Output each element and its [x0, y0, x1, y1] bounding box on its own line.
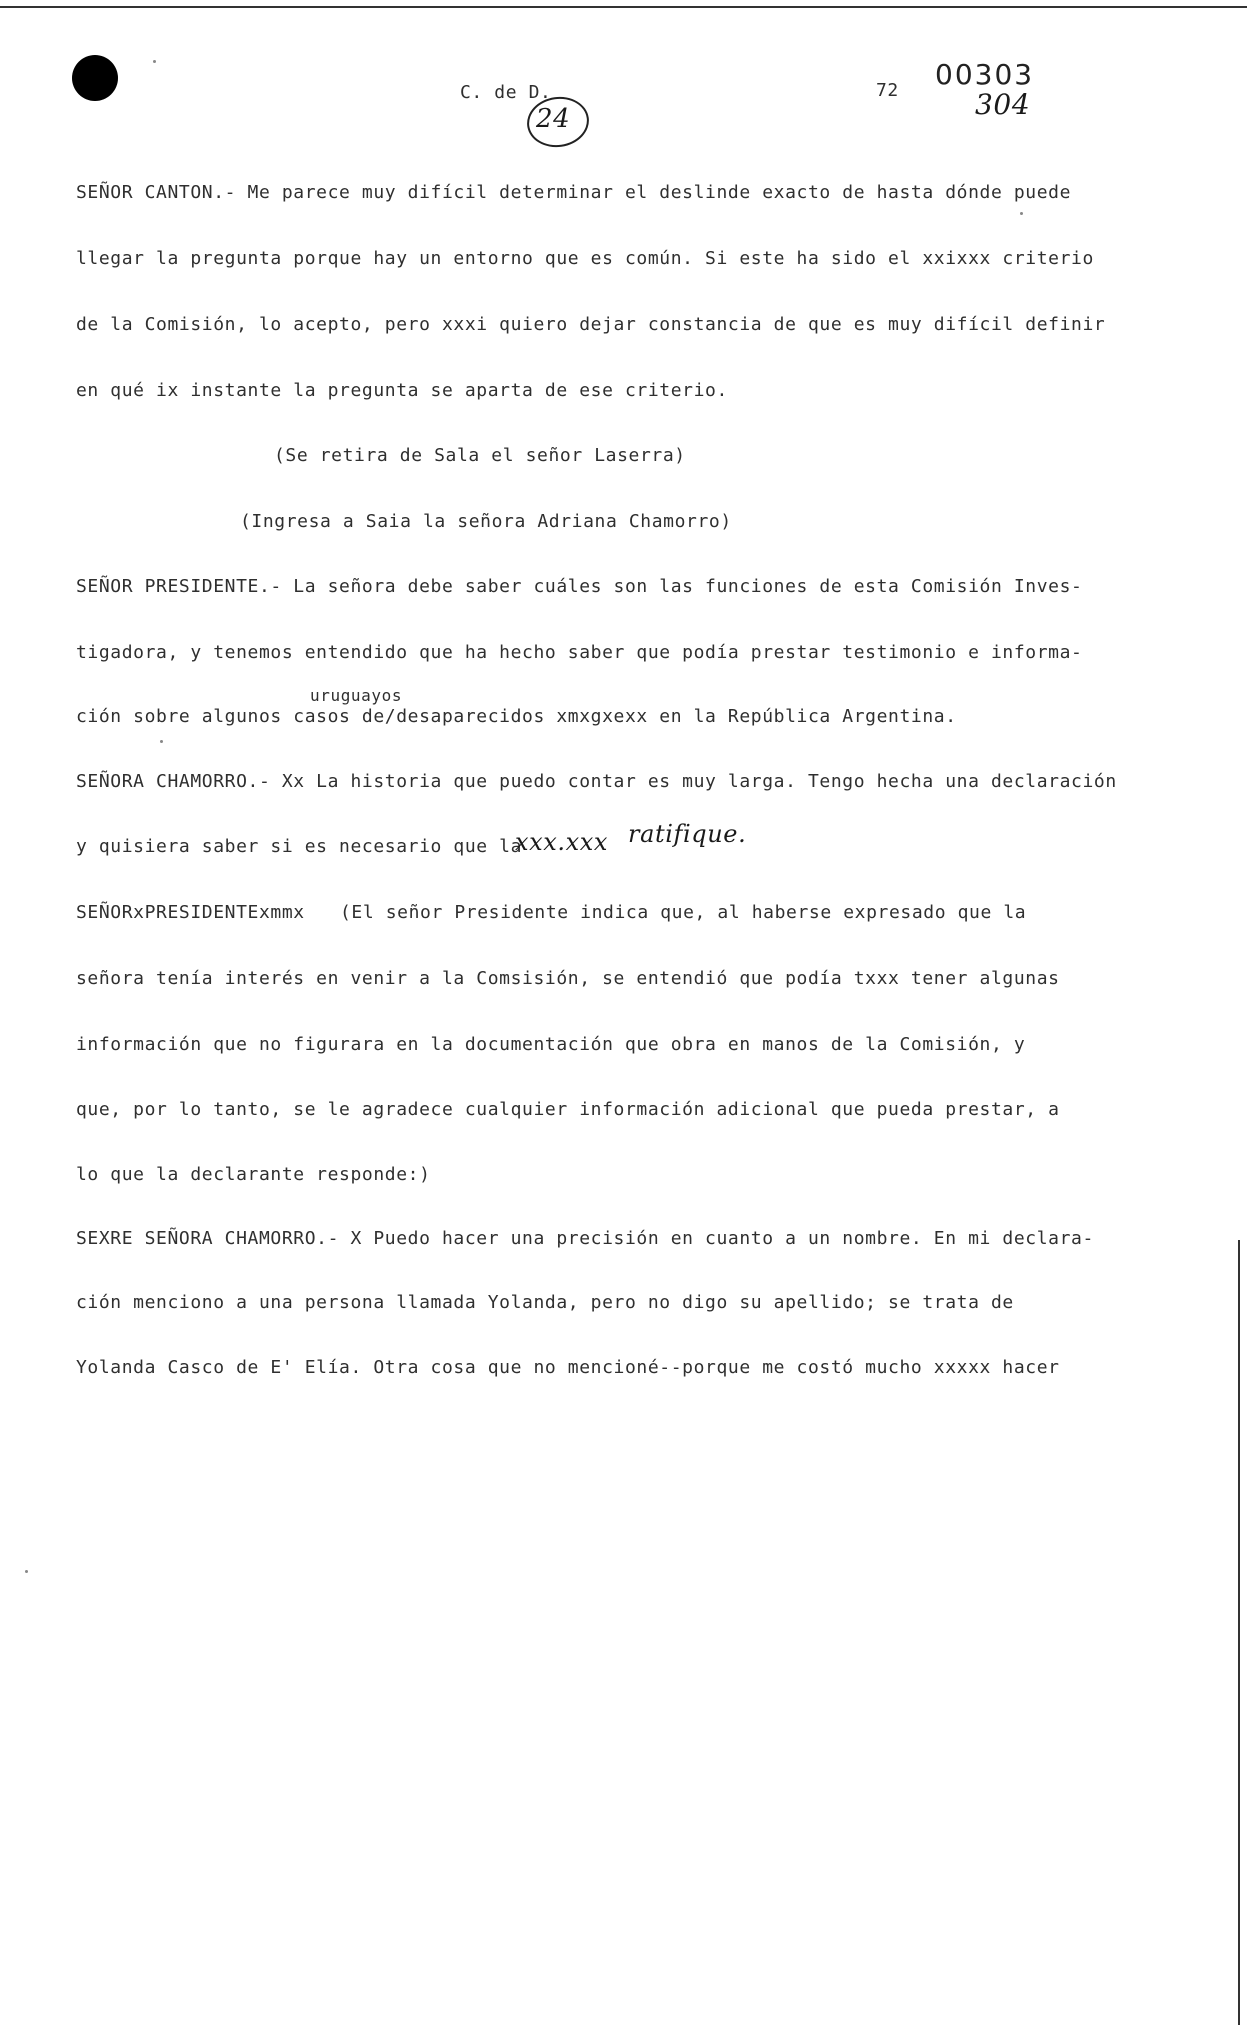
chamber-label: C. de D.	[460, 82, 552, 103]
text-line: información que no figurara en la documentación que obra en manos de la Comisión, y	[76, 1034, 1026, 1055]
text-line: que, por lo tanto, se le agradece cualquier información adicional que pueda prestar, a	[76, 1099, 1060, 1120]
speck	[25, 1570, 28, 1573]
text-line: de la Comisión, lo acepto, pero xxxi quiero dejar constancia de que es muy difícil definir	[76, 314, 1106, 335]
text-line: señora tenía interés en venir a la Comsisión, se entendió que podía txxx tener algunas	[76, 968, 1060, 989]
stage-direction: (Ingresa a Saia la señora Adriana Chamorro)	[240, 511, 732, 532]
speck	[160, 740, 163, 743]
text-line: SEÑORA CHAMORRO.- Xx La historia que puedo contar es muy larga. Tengo hecha una declaración	[76, 771, 1117, 792]
page-number: 72	[876, 80, 899, 101]
stage-direction: (Se retira de Sala el señor Laserra)	[274, 445, 686, 466]
text-line: llegar la pregunta porque hay un entorno que es común. Si este ha sido el xxixxx criterio	[76, 248, 1094, 269]
document-number: 00303	[935, 58, 1035, 91]
text-line: tigadora, y tenemos entendido que ha hecho saber que podía prestar testimonio e informa-	[76, 642, 1083, 663]
text-line: ción sobre algunos casos de/desaparecidos xmxgxexx en la República Argentina.	[76, 706, 957, 727]
text-line: SEXRE SEÑORA CHAMORRO.- X Puedo hacer una precisión en cuanto a un nombre. En mi declara-	[76, 1228, 1094, 1249]
text-line: en qué ix instante la pregunta se aparta de ese criterio.	[76, 380, 728, 401]
text-line: ción menciono a una persona llamada Yolanda, pero no digo su apellido; se trata de	[76, 1292, 1014, 1313]
text-line: y quisiera saber si es necesario que la	[76, 836, 523, 857]
handwritten-strikeout: xxx.xxx	[515, 828, 609, 856]
punch-hole	[72, 55, 118, 101]
text-line: lo que la declarante responde:)	[76, 1164, 431, 1185]
speck	[153, 60, 156, 63]
interlinear-insertion: uruguayos	[310, 686, 403, 705]
right-border	[1238, 1240, 1240, 2025]
struck-speaker: SEÑORxPRESIDENTExmmx	[76, 902, 305, 923]
speck	[1020, 212, 1023, 215]
top-border	[0, 6, 1247, 8]
handwritten-word: ratifique.	[628, 820, 747, 848]
handwritten-number: 304	[975, 88, 1031, 121]
text-line: Yolanda Casco de E' Elía. Otra cosa que no mencioné--porque me costó mucho xxxxx hacer	[76, 1357, 1060, 1378]
text-line: SEÑOR PRESIDENTE.- La señora debe saber cuáles son las funciones de esta Comisión Inves-	[76, 576, 1083, 597]
text-line: SEÑOR CANTON.- Me parece muy difícil determinar el deslinde exacto de hasta dónde puede	[76, 182, 1072, 203]
circled-number: 24	[536, 104, 571, 134]
text-line: (El señor Presidente indica que, al haberse expresado que la	[340, 902, 1027, 923]
